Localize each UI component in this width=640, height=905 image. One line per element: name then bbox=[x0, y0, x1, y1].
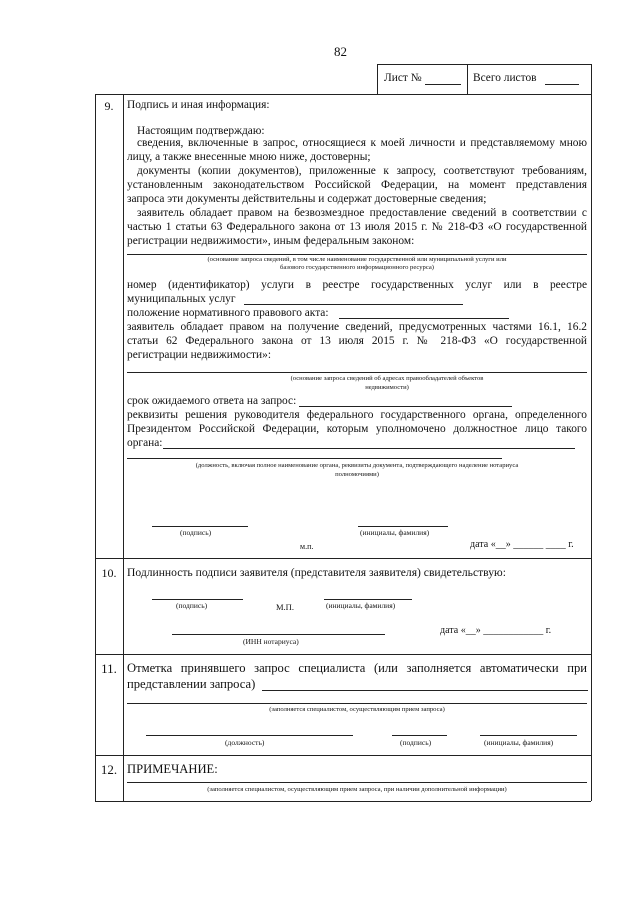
sheet-number-label: Лист № bbox=[384, 72, 422, 84]
p1-line-2: лицу, а также внесенные мною ниже, достоверны; bbox=[127, 151, 371, 163]
sheet-number-blank[interactable] bbox=[425, 84, 461, 85]
decision-caption-1: (должность, включая полное наименование органа, реквизиты документа, подтверждающего наделение нотариуса bbox=[195, 462, 519, 469]
page-number: 82 bbox=[334, 44, 347, 59]
p4-line-2: статьи 62 Федерального закона от 13 июля 2015 г. № 218-ФЗ «О государственной bbox=[127, 335, 587, 347]
name-caption-10: (инициалы, фамилия) bbox=[326, 601, 396, 610]
table-top-border bbox=[95, 94, 591, 95]
section-11-number: 11. bbox=[101, 661, 117, 676]
deadline-field[interactable] bbox=[299, 406, 512, 407]
decision-field-1[interactable] bbox=[163, 448, 575, 449]
position-field[interactable] bbox=[146, 735, 353, 736]
p1-line-1: сведения, включенные в запрос, относящиеся к моей личности и представляемому мною bbox=[137, 137, 587, 149]
decision-field-2[interactable] bbox=[127, 458, 502, 459]
p5-line-3: органа: bbox=[127, 437, 163, 449]
decision-caption-2: полномочиями) bbox=[335, 471, 379, 478]
section-10-number: 10. bbox=[101, 566, 117, 580]
acceptance-field-2[interactable] bbox=[127, 703, 587, 704]
name-caption-9: (инициалы, фамилия) bbox=[360, 528, 430, 537]
note-caption: (заполняется специалистом, осуществляющим прием запроса, при наличии дополнительной информации) bbox=[207, 786, 507, 793]
signature-caption-9: (подпись) bbox=[180, 528, 212, 537]
note-field[interactable] bbox=[127, 782, 587, 783]
signature-field-9[interactable] bbox=[152, 526, 248, 527]
confirm-heading: Настоящим подтверждаю: bbox=[137, 125, 265, 137]
p2-line-2: установленным законодательством Российской Федерации, на момент представления bbox=[127, 179, 587, 191]
total-sheets-blank[interactable] bbox=[545, 84, 579, 85]
signature-caption-10: (подпись) bbox=[176, 601, 208, 610]
service-id-line-1: номер (идентификатор) услуги в реестре государственных услуг или в реестре bbox=[127, 279, 587, 291]
legal-act-label: положение нормативного правового акта: bbox=[127, 307, 329, 319]
inn-field[interactable] bbox=[172, 634, 385, 635]
section-9-number: 9. bbox=[104, 99, 114, 113]
p4-line-1: заявитель обладает правом на получение сведений, предусмотренных частями 16.1, 16.2 bbox=[127, 321, 587, 333]
signature-field-10[interactable] bbox=[152, 599, 243, 600]
service-id-field[interactable] bbox=[244, 304, 463, 305]
table-col-divider bbox=[123, 94, 124, 801]
p3-line-1: заявитель обладает правом на безвозмездное предоставление сведений в соответствии с bbox=[137, 207, 587, 219]
position-caption: (должность) bbox=[225, 738, 265, 747]
stamp-label-9: м.п. bbox=[300, 542, 314, 551]
table-bottom-border bbox=[95, 801, 591, 802]
p3-line-3: регистрации недвижимости», иным федеральным законом: bbox=[127, 235, 415, 247]
section-11-title-1: Отметка принявшего запрос специалиста (или заполняется автоматически при bbox=[127, 661, 587, 675]
p2-line-1: документы (копии документов), приложенные к запросу, соответствуют требованиям, bbox=[137, 165, 587, 177]
p2-line-3: запроса эти документы действительны и содержат достоверные сведения; bbox=[127, 193, 487, 205]
address-basis-field[interactable] bbox=[127, 372, 587, 373]
header-mid-border bbox=[467, 64, 468, 94]
p5-line-1: реквизиты решения руководителя федерального государственного органа, определенного bbox=[127, 409, 587, 421]
basis-field[interactable] bbox=[127, 254, 587, 255]
date-field-9[interactable]: дата «__» ______ ____ г. bbox=[470, 539, 574, 550]
header-top-border bbox=[377, 64, 591, 65]
p3-line-2: частью 1 статьи 63 Федерального закона от 13 июля 2015 г. № 218-ФЗ «О государственной bbox=[127, 221, 587, 233]
name-caption-11: (инициалы, фамилия) bbox=[484, 738, 554, 747]
section-10-title: Подлинность подписи заявителя (представителя заявителя) свидетельствую: bbox=[127, 566, 506, 579]
p5-line-2: Президентом Российской Федерации, которым уполномочено должностное лицо такого bbox=[127, 423, 587, 435]
address-caption-2: недвижимости) bbox=[365, 384, 409, 391]
row-divider-10-11 bbox=[95, 654, 591, 655]
header-right-border bbox=[591, 64, 592, 94]
legal-act-field[interactable] bbox=[339, 318, 509, 319]
date-field-10[interactable]: дата «__» ____________ г. bbox=[440, 625, 552, 636]
acceptance-field-1[interactable] bbox=[262, 690, 588, 691]
section-11-title-2: представлении запроса) bbox=[127, 677, 256, 691]
table-left-border bbox=[95, 94, 96, 801]
basis-caption-2: базового государственного информационного ресурса) bbox=[280, 264, 434, 271]
row-divider-9-10 bbox=[95, 558, 591, 559]
name-field-10[interactable] bbox=[324, 599, 412, 600]
section-12-number: 12. bbox=[100, 762, 118, 777]
total-sheets-label: Всего листов bbox=[473, 72, 537, 84]
section-12-title: ПРИМЕЧАНИЕ: bbox=[127, 762, 218, 776]
address-caption-1: (основание запроса сведений об адресах правообладателей объектов bbox=[290, 375, 484, 382]
name-field-9[interactable] bbox=[358, 526, 448, 527]
basis-caption-1: (основание запроса сведений, в том числе наименование государственной или муниципальной услуги или bbox=[207, 256, 507, 263]
name-field-11[interactable] bbox=[480, 735, 577, 736]
acceptance-caption: (заполняется специалистом, осуществляющим прием запроса) bbox=[269, 706, 445, 713]
p4-line-3: регистрации недвижимости»: bbox=[127, 349, 271, 361]
stamp-label-10: М.П. bbox=[276, 602, 294, 612]
signature-caption-11: (подпись) bbox=[400, 738, 432, 747]
service-id-line-2: муниципальных услуг bbox=[127, 293, 236, 305]
header-left-border bbox=[377, 64, 378, 94]
deadline-label: срок ожидаемого ответа на запрос: bbox=[127, 395, 297, 407]
inn-caption: (ИНН нотариуса) bbox=[243, 637, 299, 646]
section-9-title: Подпись и иная информация: bbox=[127, 99, 270, 111]
row-divider-11-12 bbox=[95, 755, 591, 756]
table-right-border bbox=[591, 94, 592, 801]
signature-field-11[interactable] bbox=[392, 735, 447, 736]
